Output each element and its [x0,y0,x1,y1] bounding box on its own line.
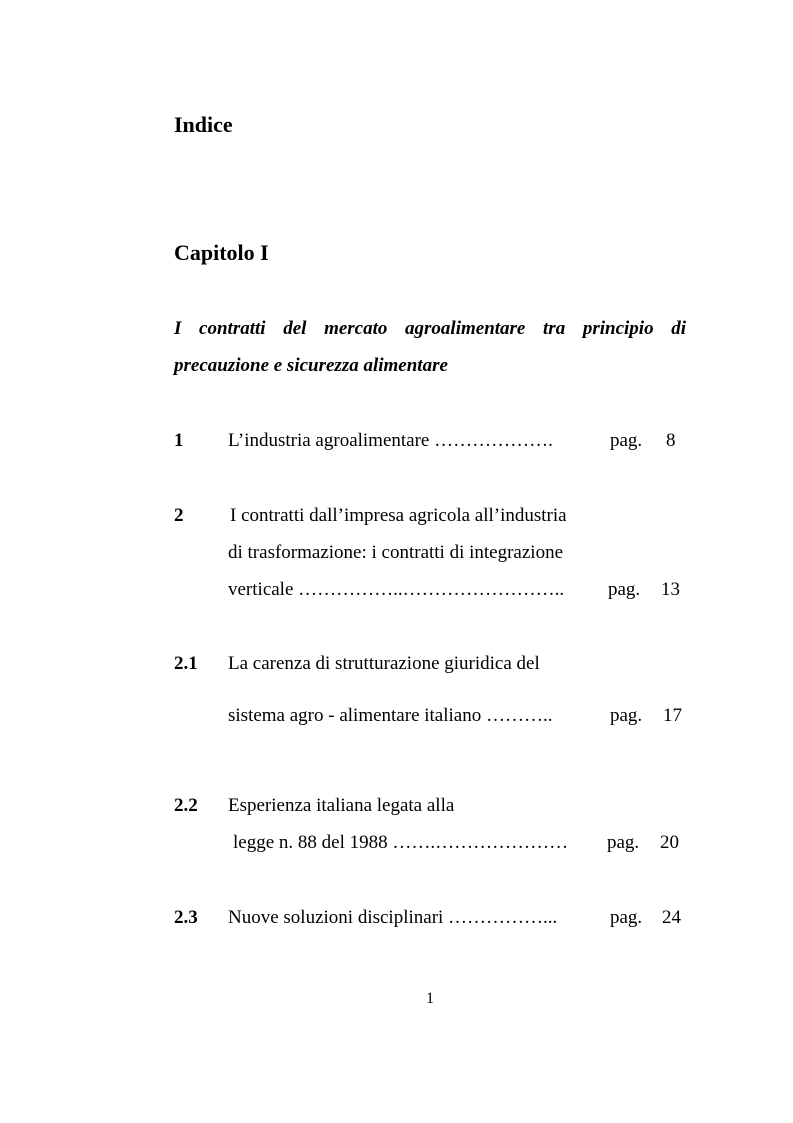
pag-label: pag. [610,907,643,928]
toc-page-number: 13 [661,579,680,600]
toc-entry-title: Esperienza italiana legata alla [228,795,455,816]
index-title: Indice [174,112,233,137]
toc-entry-title: La carenza di strutturazione giuridica del [228,653,540,674]
pag-label: pag. [610,705,643,726]
toc-entry-title: I contratti dall’impresa agricola all’industria [230,505,567,526]
pag-label: pag. [610,430,643,451]
toc-page-number: 24 [662,907,681,928]
pag-label: pag. [607,832,640,853]
toc-entry-title-continued: sistema agro - alimentare italiano ……….. [228,705,553,726]
page-number: 1 [426,990,434,1007]
toc-entry-title: L’industria agroalimentare ………………. [228,430,553,451]
toc-page-number: 8 [666,430,676,451]
toc-entry-number: 2.2 [174,795,198,816]
toc-page-number: 17 [663,705,682,726]
toc-page-number: 20 [660,832,679,853]
chapter-subtitle-line-1: I contratti del mercato agroalimentare tra principio di [174,318,686,339]
toc-entry-number: 1 [174,430,184,451]
chapter-subtitle-line-2: precauzione e sicurezza alimentare [174,355,448,376]
toc-entry-title-continued: verticale ……………..…………………….. [228,579,565,600]
pag-label: pag. [608,579,641,600]
toc-entry-title: Nuove soluzioni disciplinari ……………... [228,907,558,928]
toc-entry-title-continued: legge n. 88 del 1988 …….………………… [233,832,569,853]
toc-entry-number: 2 [174,505,184,526]
toc-entry-number: 2.1 [174,653,198,674]
toc-entry-number: 2.3 [174,907,198,928]
toc-entry-title-continued: di trasformazione: i contratti di integrazione [228,542,564,563]
chapter-title: Capitolo I [174,240,269,265]
